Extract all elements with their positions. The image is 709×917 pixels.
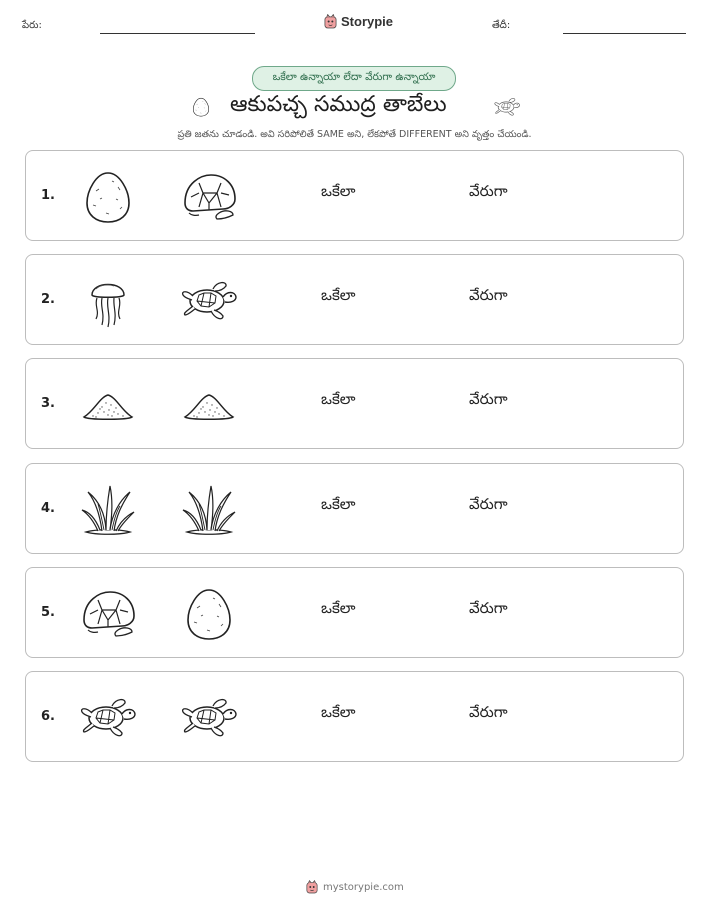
instructions: ప్రతి జతను చూడండి. అవి సరిపోలితే SAME అని, లేకపోతే DIFFERENT అని వృత్తం చేయండి.: [177, 129, 532, 140]
question-row-5: [25, 567, 684, 658]
sand-pile-icon: [179, 377, 239, 433]
question-number: 2.: [41, 292, 55, 307]
name-field-line[interactable]: [100, 33, 255, 34]
date-label: తేదీ:: [492, 20, 511, 31]
sea-turtle-icon: [179, 273, 239, 329]
page-title: ఆకుపచ్చ సముద్ర తాబేలు: [230, 92, 447, 117]
question-row-4: [25, 463, 684, 554]
brand: [324, 14, 393, 29]
egg-icon: [190, 93, 212, 121]
question-row-2: [25, 254, 684, 345]
different-option[interactable]: వేరుగా: [469, 599, 508, 617]
turtle-shell-icon: [78, 586, 138, 642]
footer-site-link[interactable]: mystorypie.com: [323, 881, 404, 893]
title-row: [0, 92, 709, 122]
different-option[interactable]: వేరుగా: [469, 286, 508, 304]
question-number: 6.: [41, 709, 55, 724]
storypie-logo-icon: [306, 880, 318, 894]
question-row-6: [25, 671, 684, 762]
name-label: పేరు:: [22, 20, 42, 31]
different-option[interactable]: వేరుగా: [469, 390, 508, 408]
same-option[interactable]: ఒకేలా: [321, 495, 356, 513]
brand-name: Storypie: [341, 14, 394, 29]
footer: [306, 880, 404, 894]
worksheet-type-badge: ఒకేలా ఉన్నాయా లేదా వేరుగా ఉన్నాయా: [252, 66, 456, 91]
same-option[interactable]: ఒకేలా: [321, 599, 356, 617]
question-number: 5.: [41, 605, 55, 620]
turtle-shell-icon: [179, 169, 239, 225]
same-option[interactable]: ఒకేలా: [321, 286, 356, 304]
storypie-logo-icon: [324, 14, 337, 29]
different-option[interactable]: వేరుగా: [469, 495, 508, 513]
jellyfish-icon: [78, 273, 138, 329]
question-number: 3.: [41, 396, 55, 411]
question-row-1: [25, 150, 684, 241]
sea-turtle-icon: [179, 690, 239, 746]
question-number: 4.: [41, 501, 55, 516]
seagrass-icon: [179, 482, 239, 538]
sand-pile-icon: [78, 377, 138, 433]
question-number: 1.: [41, 188, 55, 203]
seagrass-icon: [78, 482, 138, 538]
different-option[interactable]: వేరుగా: [469, 182, 508, 200]
same-option[interactable]: ఒకేలా: [321, 182, 356, 200]
same-option[interactable]: ఒకేలా: [321, 390, 356, 408]
date-field-line[interactable]: [563, 33, 686, 34]
same-option[interactable]: ఒకేలా: [321, 703, 356, 721]
sea-turtle-icon: [490, 94, 524, 120]
egg-icon: [78, 169, 138, 225]
egg-icon: [179, 586, 239, 642]
question-row-3: [25, 358, 684, 449]
sea-turtle-icon: [78, 690, 138, 746]
different-option[interactable]: వేరుగా: [469, 703, 508, 721]
